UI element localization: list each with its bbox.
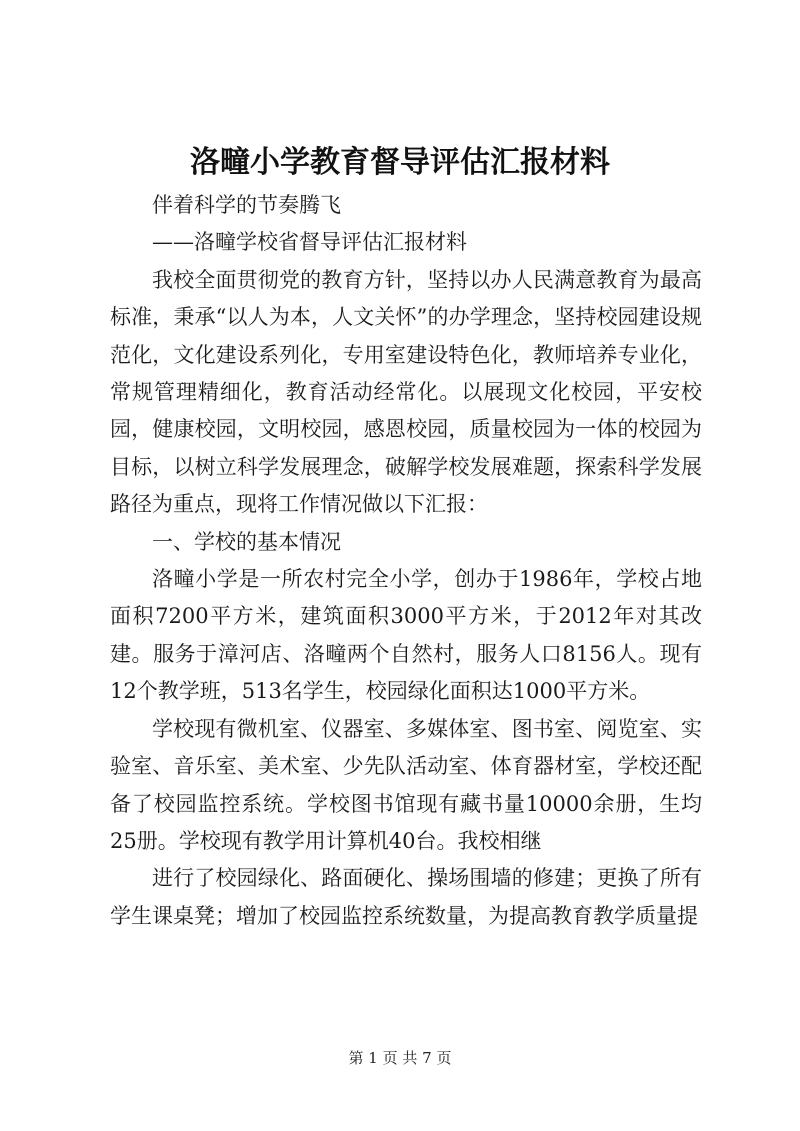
subtitle-source-line: ——洛疃学校省督导评估汇报材料 bbox=[152, 230, 467, 255]
school-info-paragraph: 洛疃小学是一所农村完全小学，创办于1986年，学校占地面积7200平方米，建筑面积3000平方米，于2012年对其改建。服务于漳河店、洛疃两个自然村，服务人口8156人。现有12个教学班，513名学生，校园绿化面积达1000平方米。 bbox=[110, 567, 702, 704]
document-title: 洛疃小学教育督导评估汇报材料 bbox=[190, 145, 610, 180]
intro-paragraph: 我校全面贯彻党的教育方针，坚持以办人民满意教育为最高标准，秉承“以人为本，人文关怀”的办学理念，坚持校园建设规范化，文化建设系列化，专用室建设特色化，教师培养专业化，常规管理精细化，教育活动经常化。以展现文化校园，平安校园，健康校园，文明校园，感恩校园，质量校园为一体的校园为目标，以树立科学发展理念，破解学校发展难题，探索科学发展路径为重点，现将工作情况做以下汇报： bbox=[110, 267, 702, 517]
section-heading: 一、学校的基本情况 bbox=[152, 529, 341, 554]
subtitle-line: 伴着科学的节奏腾飞 bbox=[152, 193, 341, 217]
construction-paragraph: 进行了校园绿化、路面硬化、操场围墙的修建；更换了所有学生课桌凳；增加了校园监控系统数量，为提高教育教学质量提 bbox=[110, 866, 702, 928]
page-number-footer: 第 1 页 共 7 页 bbox=[348, 1049, 452, 1067]
facilities-paragraph: 学校现有微机室、仪器室、多媒体室、图书室、阅览室、实验室、音乐室、美术室、少先队活动室、体育器材室，学校还配备了校园监控系统。学校图书馆现有藏书量10000余册，生均25册。学校现有教学用计算机40台。我校相继 bbox=[110, 716, 702, 853]
document-body bbox=[110, 187, 702, 935]
